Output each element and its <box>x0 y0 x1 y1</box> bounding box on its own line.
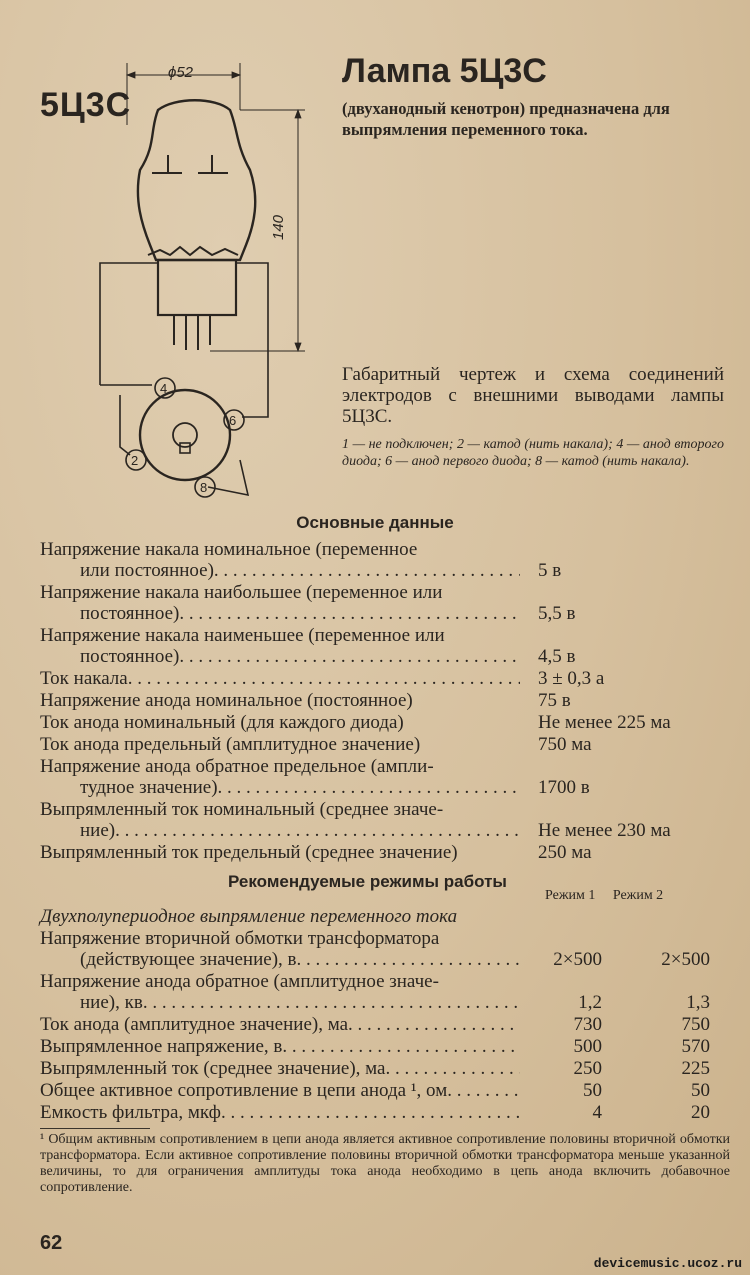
spec-value: 750 ма <box>538 734 592 755</box>
spec-row: Напряжение накала номинальное (переменное или постоянное) . . . <box>40 539 520 581</box>
mode-row: Выпрямленный ток (среднее значение), ма . . . <box>40 1058 520 1079</box>
main-data-heading: Основные данные <box>296 513 454 532</box>
spec-row: Напряжение накала наибольшее (переменное или постоянное) . . . <box>40 582 520 624</box>
mode-1-header: Режим 1 <box>545 888 596 903</box>
spec-row: Напряжение анода номинальное (постоянное) <box>40 690 413 711</box>
pin-4-label: 4 <box>160 381 168 396</box>
spec-row: Ток накала . . . <box>40 668 520 689</box>
pin-6-label: 6 <box>229 413 237 428</box>
page-number: 62 <box>40 1232 63 1254</box>
spec-row: Ток анода предельный (амплитудное значение) <box>40 734 421 755</box>
spec-value: 250 ма <box>538 842 592 863</box>
mode-1-value: 250 <box>573 1058 602 1079</box>
spec-value: 3 ± 0,3 а <box>538 668 605 689</box>
drawing-caption: Габаритный чертеж и схема соединений электродов с внешними выводами лампы 5Ц3С. <box>342 364 724 427</box>
diameter-label: ϕ52 <box>168 64 194 81</box>
page-title: Лампа 5Ц3С <box>342 52 547 90</box>
mode-1-value: 1,2 <box>578 992 602 1013</box>
spec-value: Не менее 230 ма <box>538 820 671 841</box>
mode-row: Ток анода (амплитудное значение), ма . . . <box>40 1014 520 1035</box>
mode-row: Емкость фильтра, мкф . . . <box>40 1102 520 1123</box>
mode-1-value: 500 <box>573 1036 602 1057</box>
spec-value: 5 в <box>538 560 562 581</box>
mode-2-header: Режим 2 <box>612 888 664 903</box>
spec-value: Не менее 225 ма <box>538 712 671 733</box>
spec-value: 75 в <box>538 690 571 711</box>
spec-row: Выпрямленный ток номинальный (среднее значе- ние) . . . <box>40 799 520 841</box>
spec-row: Напряжение анода обратное предельное (ампли- тудное значение) . . . <box>40 756 520 798</box>
mode-2-value: 570 <box>681 1036 710 1057</box>
mode-1-value: 2×500 <box>553 949 602 970</box>
spec-value: 4,5 в <box>538 646 576 667</box>
mode-1-value: 4 <box>592 1102 602 1123</box>
pin-8-label: 8 <box>200 480 208 495</box>
mode-2-value: 225 <box>681 1058 710 1079</box>
tube-code-label: 5Ц3С <box>40 86 132 124</box>
spec-row: Выпрямленный ток предельный (среднее значение) <box>40 842 458 863</box>
mode-row: Общее активное сопротивление в цепи анода ¹, ом . . . <box>40 1080 520 1101</box>
spec-row: Напряжение накала наименьшее (переменное или постоянное) . . . <box>40 625 520 667</box>
modes-subheading: Двухполупериодное выпрямление переменного тока <box>40 906 458 927</box>
modes-heading: Рекомендуемые режимы работы <box>228 872 507 891</box>
mode-row: Выпрямленное напряжение, в . . . <box>40 1036 520 1057</box>
mode-1-value: 50 <box>583 1080 602 1101</box>
mode-row: Напряжение вторичной обмотки трансформатора (действующее значение), в . . . <box>40 928 520 970</box>
tube-outline-drawing <box>90 55 330 505</box>
watermark: devicemusic.ucoz.ru <box>593 1256 742 1271</box>
mode-row: Напряжение анода обратное (амплитудное значе- ние), кв . . . <box>40 971 520 1013</box>
subtitle: (двуханодный кенотрон) предназначена для выпрямления переменного тока. <box>342 99 670 139</box>
footnote-rule <box>40 1128 150 1129</box>
mode-2-value: 1,3 <box>686 992 710 1013</box>
spec-value: 5,5 в <box>538 603 576 624</box>
mode-1-value: 730 <box>573 1014 602 1035</box>
mode-2-value: 2×500 <box>661 949 710 970</box>
pin-2-label: 2 <box>131 453 139 468</box>
height-label: 140 <box>270 214 287 240</box>
modes-columns-header <box>545 888 677 904</box>
mode-2-value: 750 <box>681 1014 710 1035</box>
footnote: ¹ Общим активным сопротивлением в цепи анода является активное сопротивление половины вторичной обмотки трансформатора. Если активное сопротивление половины вторичной обмотки трансформатора меньше указанной величины, то для ограничения амплитуды тока анода необходимо в цепь анода включить добавочное сопротивление. <box>40 1132 730 1195</box>
spec-value: 1700 в <box>538 777 590 798</box>
mode-2-value: 20 <box>691 1102 710 1123</box>
pin-legend: 1 — не подключен; 2 — катод (нить накала); 4 — анод второго диода; 6 — анод первого диода; 8 — катод (нить накала). <box>342 437 724 469</box>
mode-2-value: 50 <box>691 1080 710 1101</box>
spec-row: Ток анода номинальный (для каждого диода) <box>40 712 404 733</box>
